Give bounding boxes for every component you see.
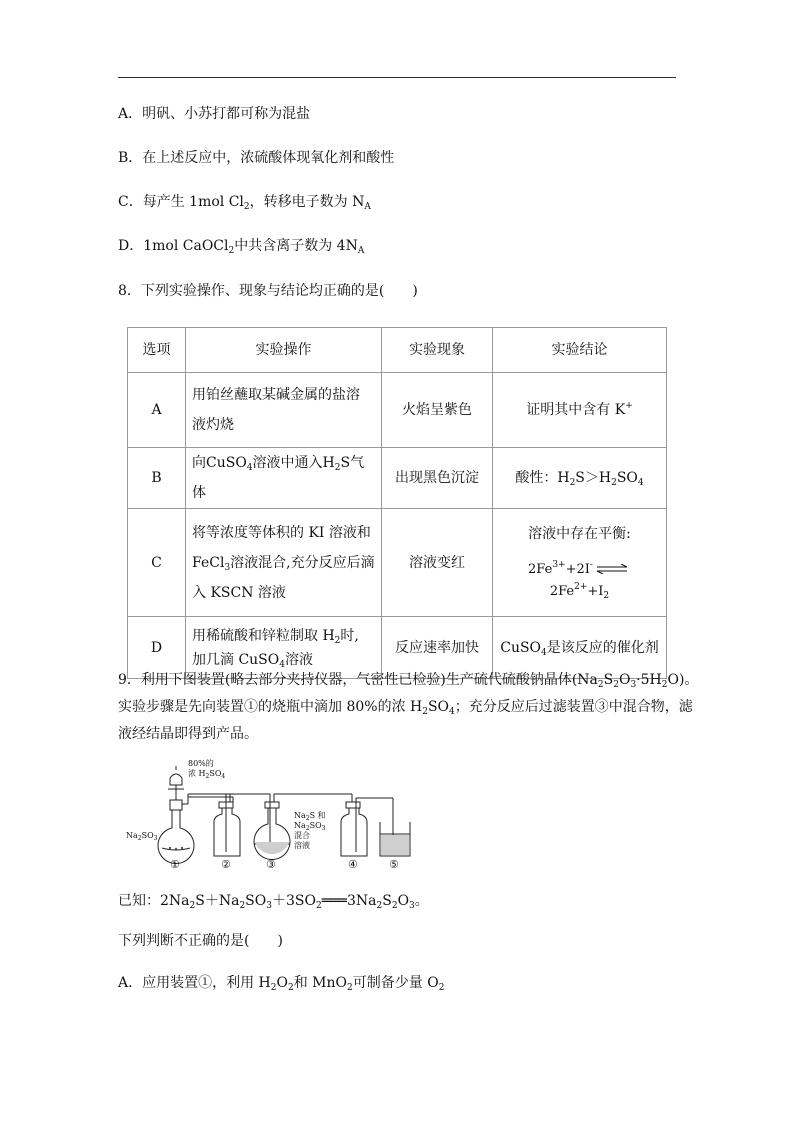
option-c: C．每产生 1mol $Cl_2$，转移电子数为 $N_A$ — [118, 194, 371, 212]
mix-label-line1: $Na_2S$ 和 — [294, 811, 326, 822]
known-equation: 已知：$2Na_2S+Na_2SO_3+3SO_2═══3Na_2S_2O_3$。 — [118, 893, 429, 911]
equilibrium-arrow-icon — [595, 564, 629, 574]
apparatus-number-2: ② — [221, 858, 231, 870]
question-9-ask: 下列判断不正确的是( ) — [118, 933, 283, 949]
question-9-text: 9．利用下图装置(略去部分夹持仪器，气密性已检验)生产硫代硫酸钠晶体$(Na_2S_2O_3\cdot 5H_2O)$。 实验步骤是先向装置①的烧瓶中滴加 80%的浓 $H_2SO_4$；充分反应后过滤装置③中混合物，滤 液经结晶即得到产品。 — [118, 672, 699, 742]
header-operation: 实验操作 — [186, 328, 382, 373]
apparatus-number-3: ③ — [266, 858, 276, 870]
apparatus-figure — [118, 758, 428, 870]
acid-label-line2: 浓 $H_2SO_4$ — [188, 769, 226, 780]
header-rule — [118, 77, 676, 78]
row-option: C — [128, 509, 186, 617]
row-option: A — [128, 373, 186, 448]
table-header-row — [128, 328, 667, 373]
header-option: 选项 — [128, 328, 186, 373]
table-row — [128, 509, 667, 617]
row-conclusion: 酸性：$H_2S>H_2SO_4$ — [493, 448, 667, 509]
apparatus-number-5: ⑤ — [389, 858, 399, 870]
equilibrium-equation: $2Fe^{3+}+2I^-2Fe^{2+}+I_2$ — [499, 559, 660, 603]
apparatus-number-4: ④ — [348, 858, 358, 870]
option-d: D．1mol CaOCl$_2$中共含离子数为 $4N_A$ — [118, 238, 365, 256]
row-operation: 将等浓度等体积的 KI 溶液和 FeCl$_3$溶液混合,充分反应后滴 入 KSCN 溶液 — [186, 509, 382, 617]
acid-label-line1: 80%的 — [188, 759, 214, 768]
row-option: D — [128, 617, 186, 679]
mix-label-line4: 溶液 — [294, 841, 310, 850]
header-conclusion: 实验结论 — [493, 328, 667, 373]
row-phenomenon: 火焰呈紫色 — [382, 373, 493, 448]
row-option: B — [128, 448, 186, 509]
option-a: A．明矾、小苏打都可称为混盐 — [118, 106, 311, 122]
question-8-stem: 8．下列实验操作、现象与结论均正确的是( ) — [118, 283, 418, 299]
apparatus-number-1: ① — [170, 858, 180, 870]
experiment-table — [127, 327, 667, 679]
table-row — [128, 448, 667, 509]
question-9-option-a: A．应用装置①，利用 $H_2O_2$和 MnO$_2$可制备少量 $O_2$ — [118, 975, 445, 993]
option-b: B．在上述反应中，浓硫酸体现氧化剂和酸性 — [118, 150, 395, 166]
row-phenomenon: 反应速率加快 — [382, 617, 493, 679]
row-operation: 用铂丝蘸取某碱金属的盐溶 液灼烧 — [186, 373, 382, 448]
solid-label: $Na_2SO_3$ — [126, 831, 158, 842]
row-conclusion: CuSO$_4$是该反应的催化剂 — [493, 617, 667, 679]
row-operation: 向CuSO$_4$溶液中通入$H_2S$气体 — [186, 448, 382, 509]
row-operation: 用稀硫酸和锌粒制取 $H_2$时, 加几滴 CuSO$_4$溶液 — [186, 617, 382, 679]
header-phenomenon: 实验现象 — [382, 328, 493, 373]
mix-label-line3: 混合 — [294, 831, 310, 840]
row-phenomenon: 溶液变红 — [382, 509, 493, 617]
row-phenomenon: 出现黑色沉淀 — [382, 448, 493, 509]
table-row — [128, 373, 667, 448]
row-conclusion: 溶液中存在平衡: $2Fe^{3+}+2I^-2Fe^{2+}+I_2$ — [493, 509, 667, 617]
row-conclusion: 证明其中含有 K+ — [493, 373, 667, 448]
mix-label-line2: $Na_2SO_3$ — [294, 821, 326, 832]
